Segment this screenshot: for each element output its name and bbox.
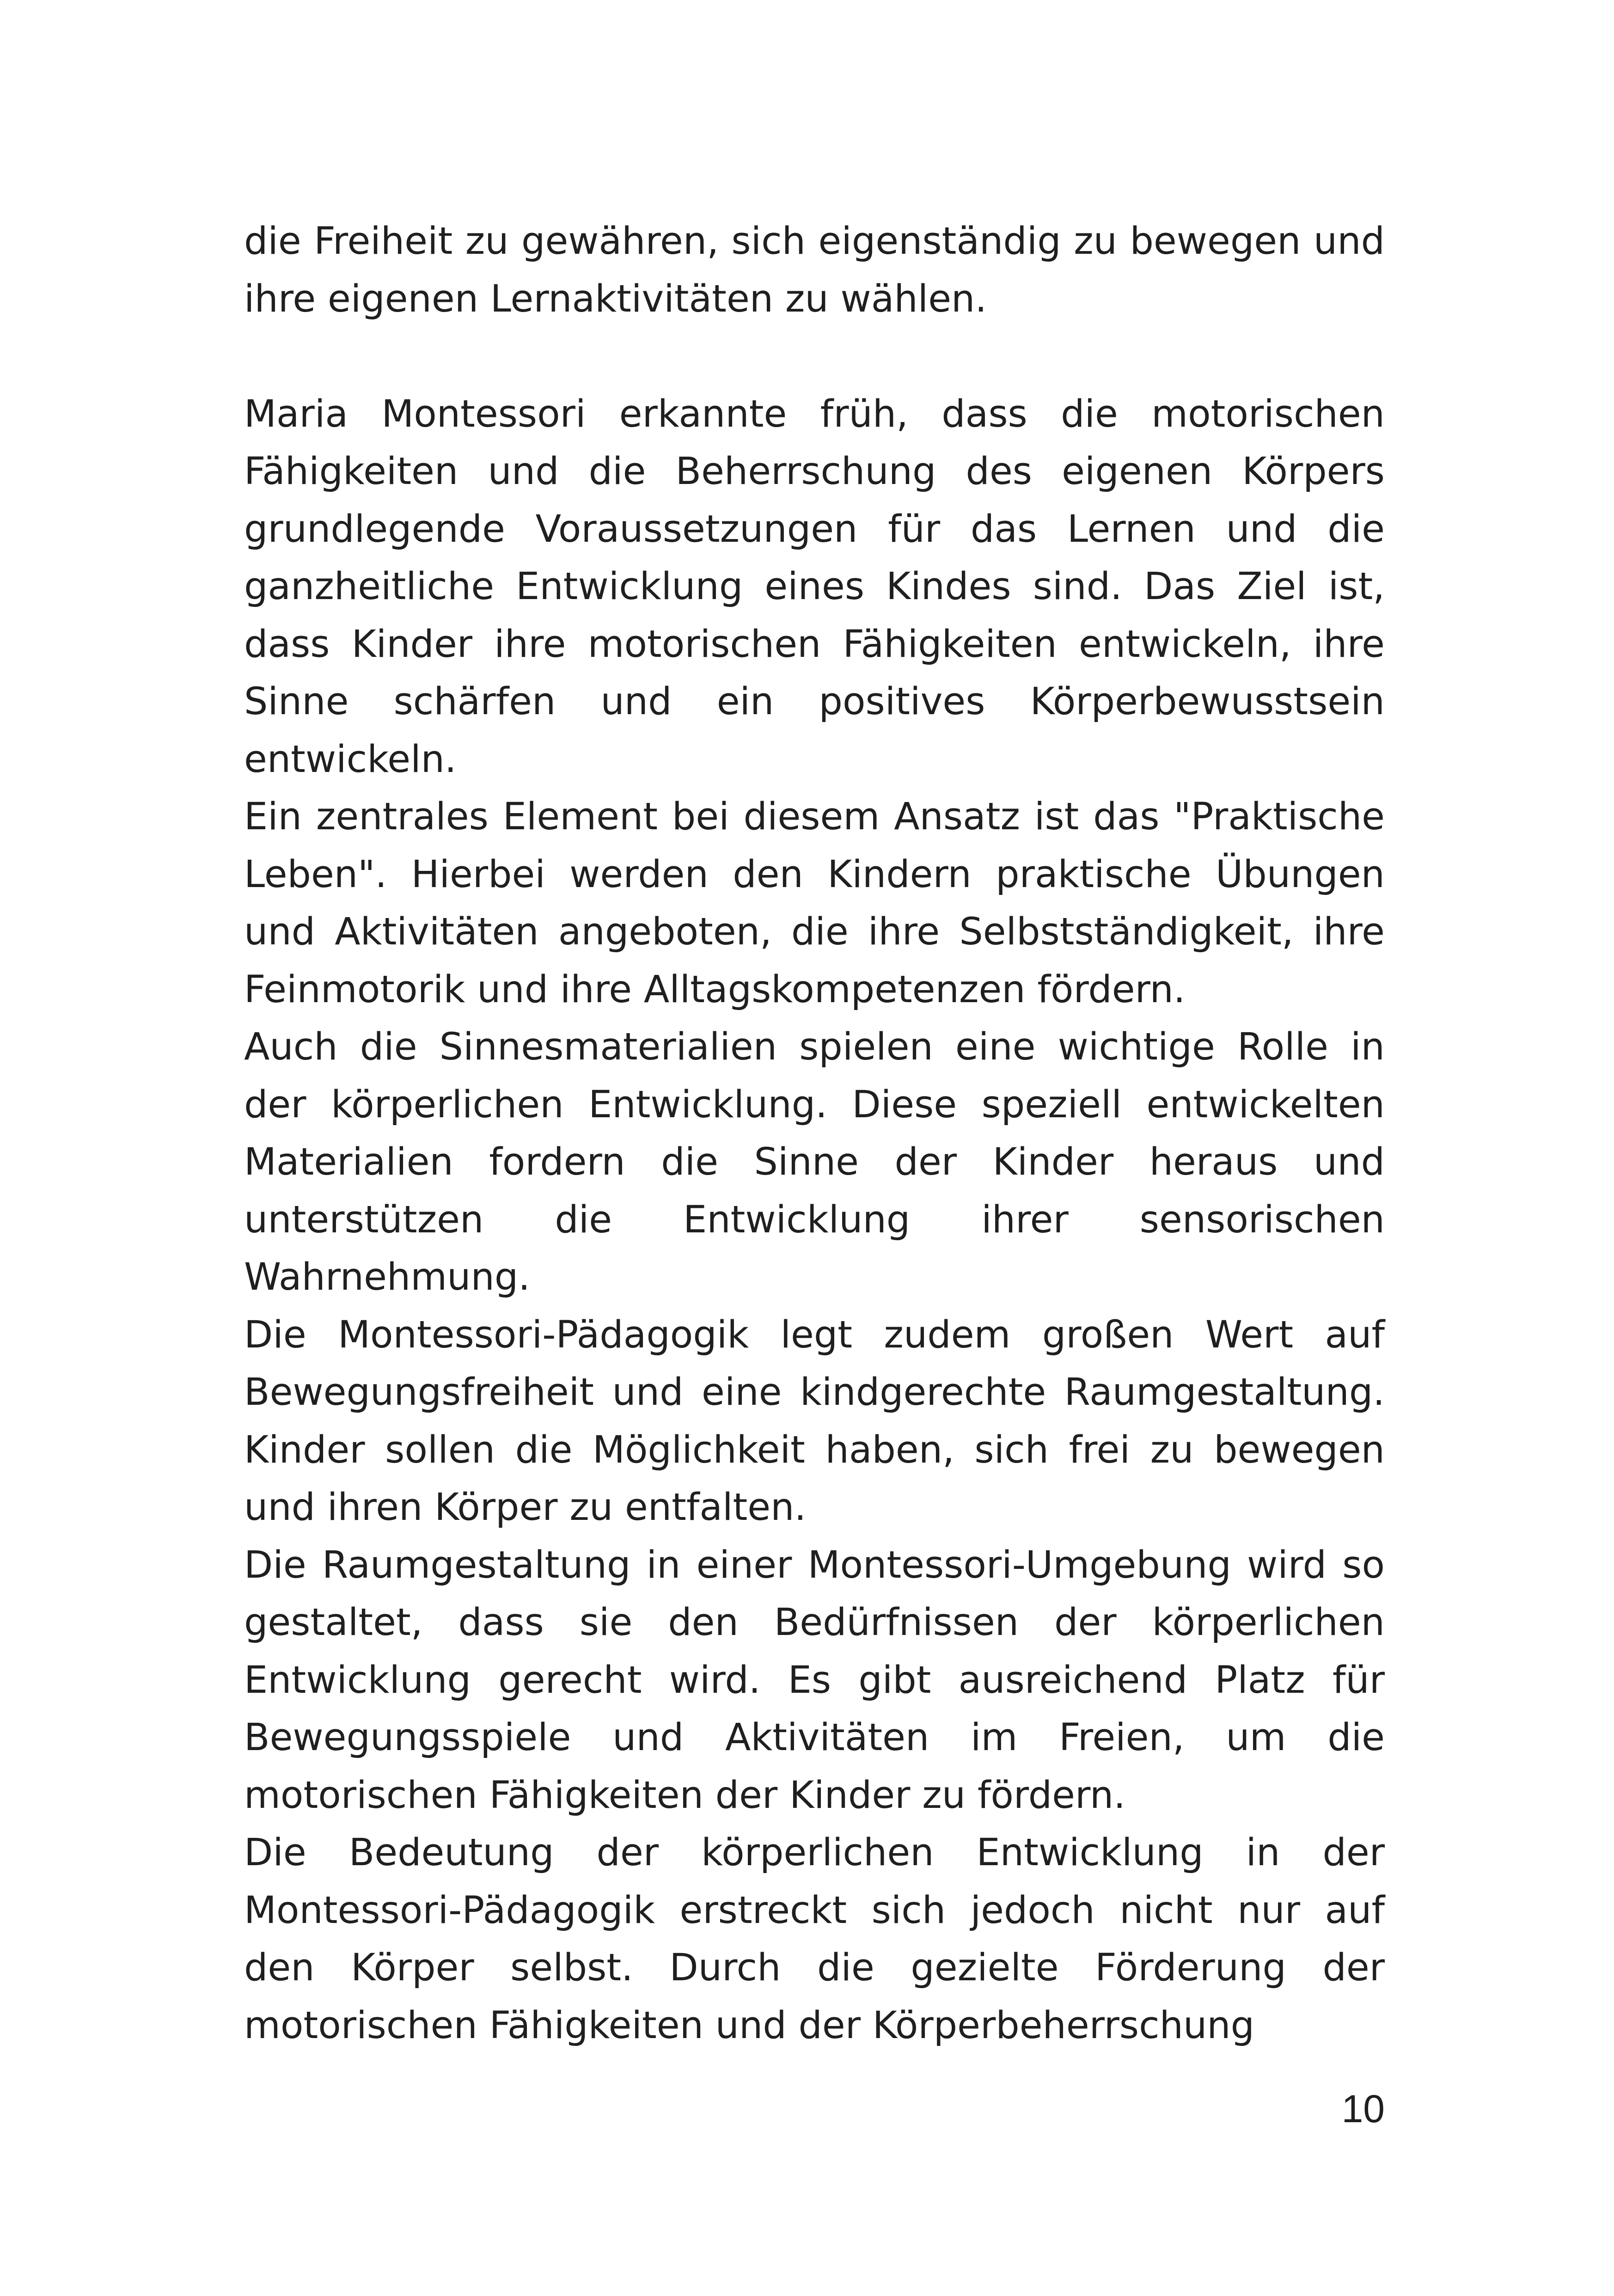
paragraph-3: Ein zentrales Element bei diesem Ansatz ist das "Praktische Leben". Hierbei werden den Kindern praktische Übungen und Aktivitäten angeboten, die ihre Selbstständigkeit, ihre Feinmotorik und ihre Alltagskompetenzen fördern. bbox=[244, 795, 1385, 1011]
paragraph-1: die Freiheit zu gewähren, sich eigenständig zu bewegen und ihre eigenen Lernaktivitäten zu wählen. bbox=[244, 220, 1385, 321]
paragraph-6: Die Raumgestaltung in einer Montessori-Umgebung wird so gestaltet, dass sie den Bedürfnissen der körperlichen Entwicklung gerecht wird. Es gibt ausreichend Platz für Bewegungsspiele und Aktivitäten im Freien, um die motorischen Fähigkeiten der Kinder zu fördern. bbox=[244, 1543, 1385, 1817]
paragraph-2: Maria Montessori erkannte früh, dass die motorischen Fähigkeiten und die Beherrschung des eigenen Körpers grundlegende Voraussetzungen für das Lernen und die ganzheitliche Entwicklung eines Kindes sind. Das Ziel ist, dass Kinder ihre motorischen Fähigkeiten entwickeln, ihre Sinne schärfen und ein positives Körperbewusstsein entwickeln. bbox=[244, 392, 1385, 781]
paragraph-7: Die Bedeutung der körperlichen Entwicklung in der Montessori-Pädagogik erstreckt sich jedoch nicht nur auf den Körper selbst. Durch die gezielte Förderung der motorischen Fähigkeiten und der Körperbeherrschung bbox=[244, 1831, 1385, 2047]
body-text bbox=[244, 213, 1385, 2054]
paragraph-5: Die Montessori-Pädagogik legt zudem großen Wert auf Bewegungsfreiheit und eine kindgerechte Raumgestaltung. Kinder sollen die Möglichkeit haben, sich frei zu bewegen und ihren Körper zu entfalten. bbox=[244, 1313, 1385, 1529]
page-number: 10 bbox=[1341, 2087, 1385, 2131]
paragraph-4: Auch die Sinnesmaterialien spielen eine wichtige Rolle in der körperlichen Entwicklung. Diese speziell entwickelten Materialien fordern die Sinne der Kinder heraus und unterstützen die Entwicklung ihrer sensorischen Wahrnehmung. bbox=[244, 1025, 1385, 1299]
